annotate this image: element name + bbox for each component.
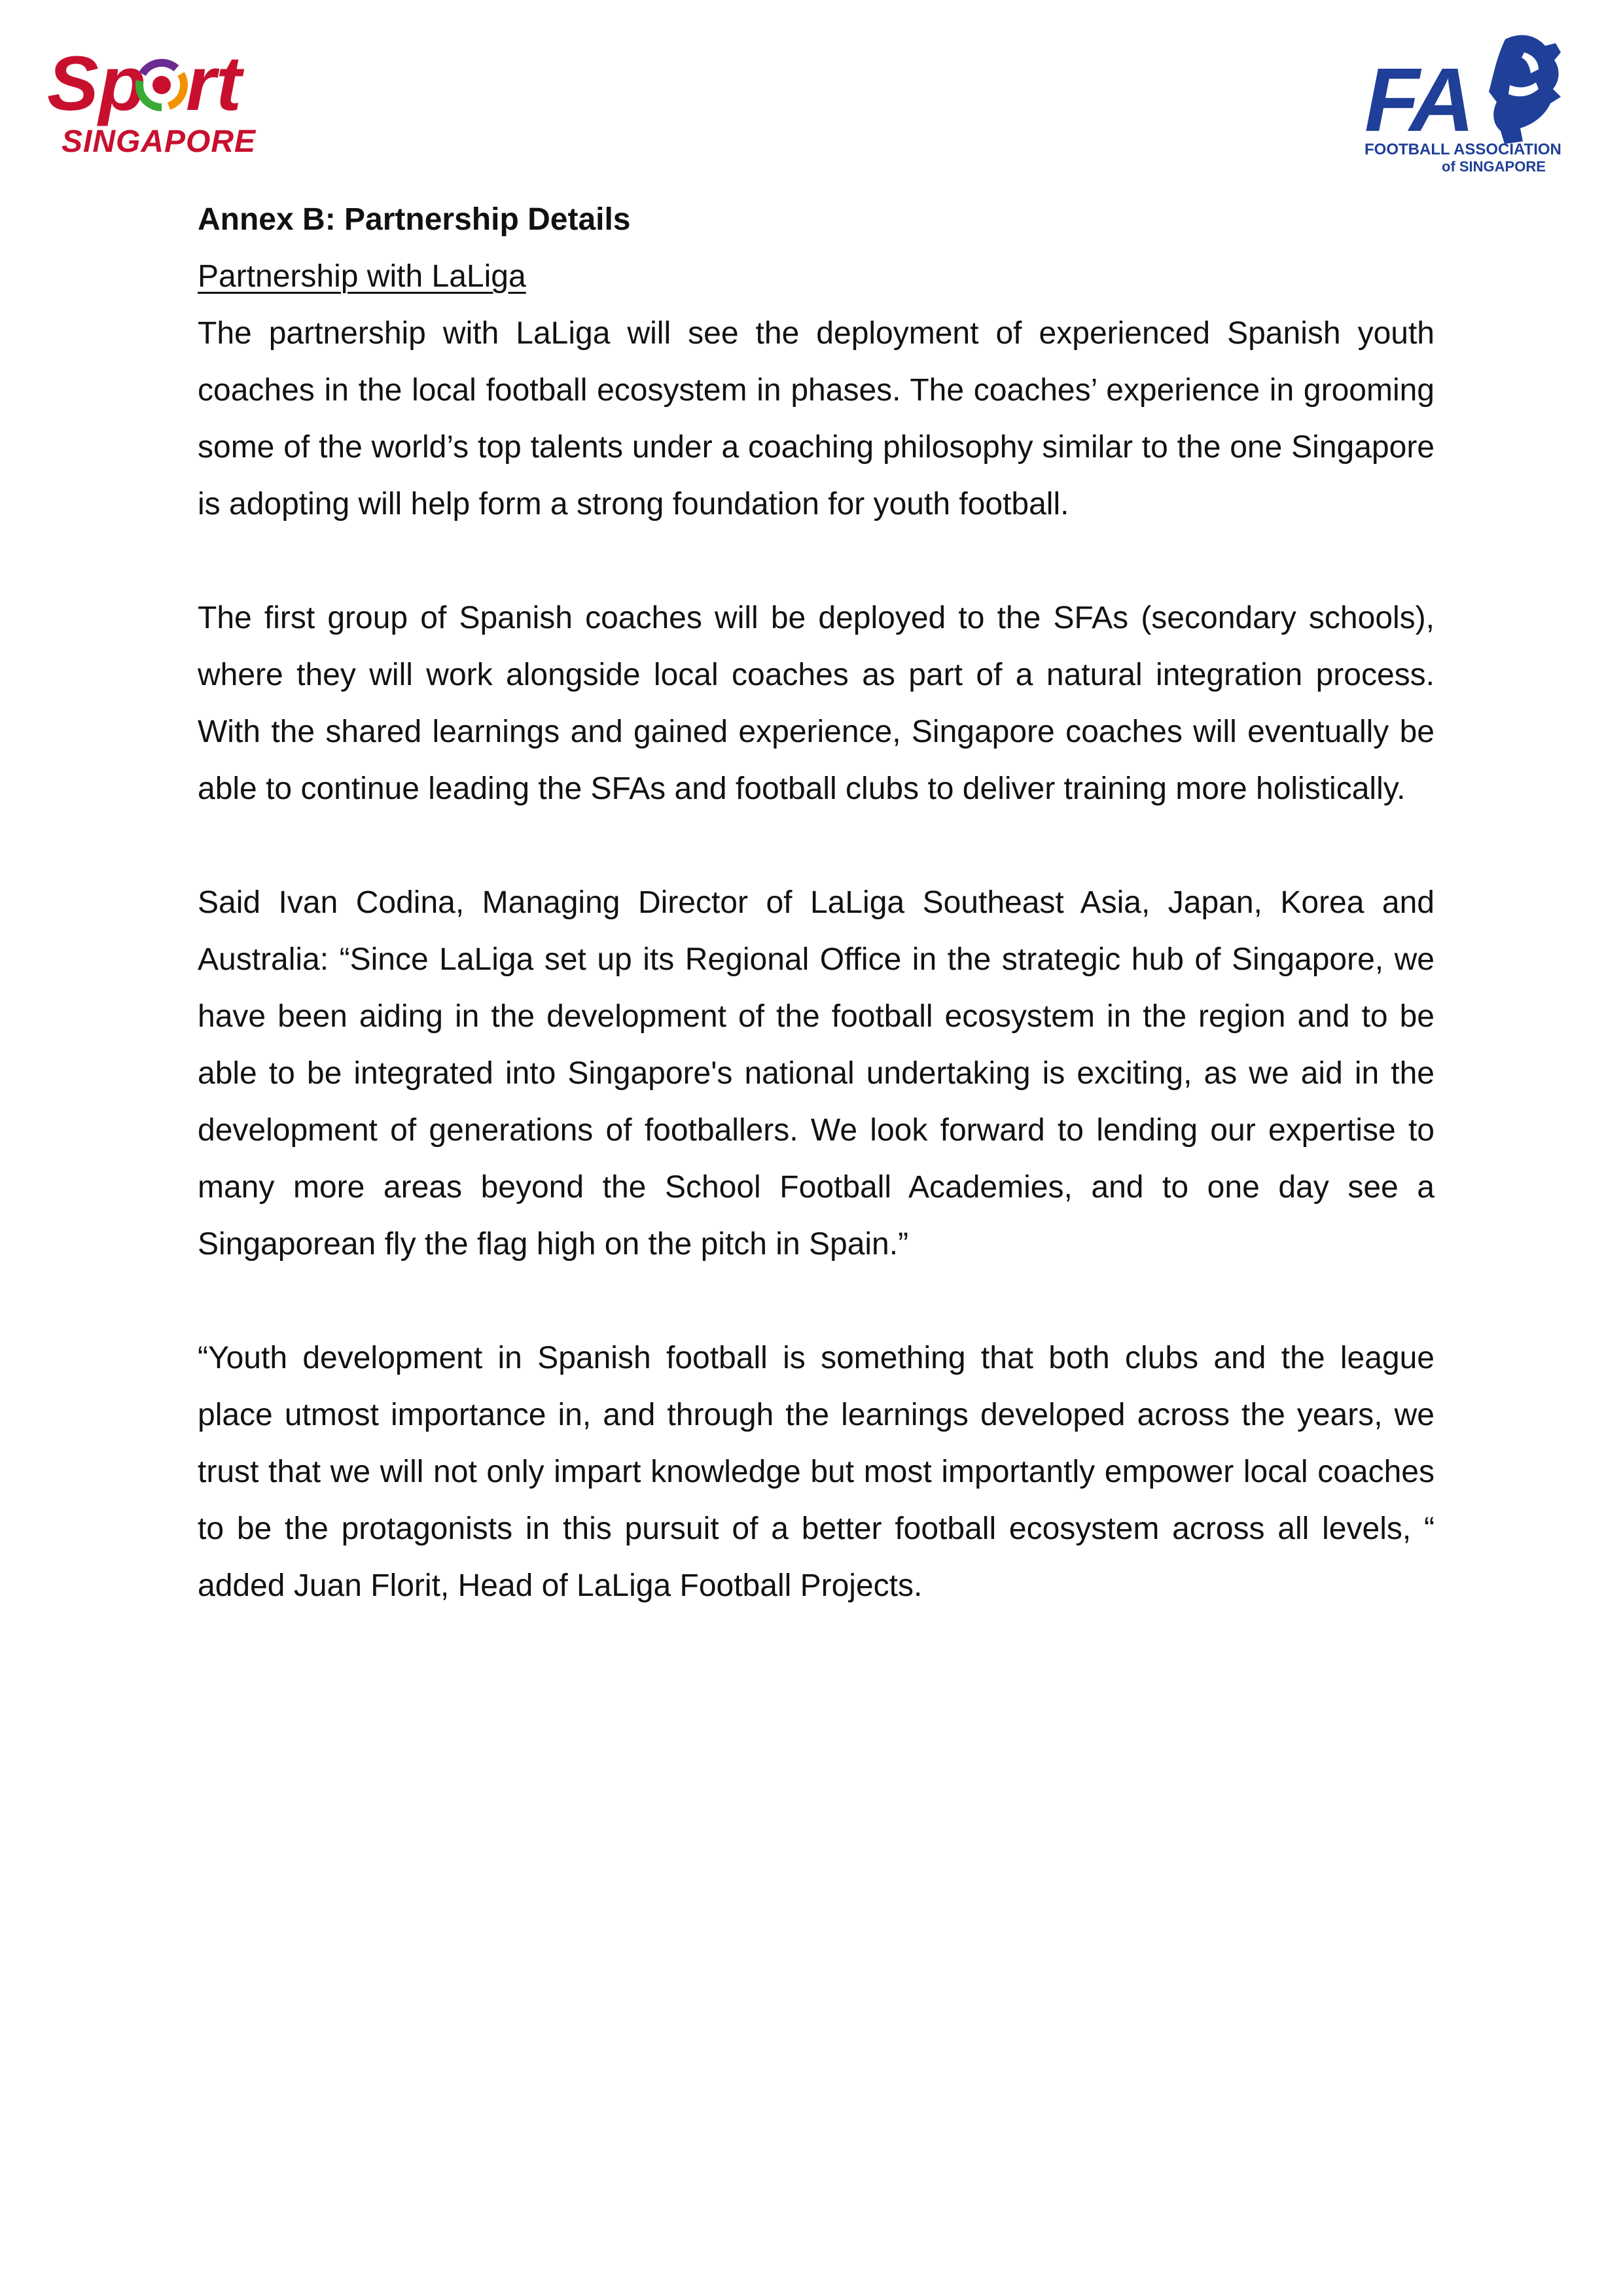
paragraph-2: The first group of Spanish coaches will be deployed to the SFAs (secondary schools), where they will work alongside local coaches as part of a natural integration process. With the shared learnings and gained experience, Singapore coaches will eventually be able to continue leading the SFAs and football clubs to deliver training more holistically. — [198, 601, 1435, 806]
sport-logo-singapore: SINGAPORE — [62, 124, 257, 159]
paragraph-1: The partnership with LaLiga will see the deployment of experienced Spanish youth coaches in the local football ecosystem in phases. The coaches’ experience in grooming some of the world’s top talents under a coaching philosophy similar to the one Singapore is adopting will help form a strong foundation for youth football. — [198, 316, 1435, 521]
document-body — [198, 191, 1435, 1671]
fas-logo-line1: FOOTBALL ASSOCIATION — [1364, 141, 1561, 158]
fas-logo-line2: of SINGAPORE — [1442, 158, 1546, 175]
fas-logo — [1364, 26, 1587, 177]
sport-singapore-logo-graphic — [47, 39, 296, 164]
sport-singapore-logo — [47, 39, 296, 164]
annex-title: Annex B: Partnership Details — [198, 202, 631, 237]
sport-logo-sp: Sp — [47, 41, 146, 127]
section-title: Partnership with LaLiga — [198, 259, 526, 294]
fas-logo-mark: FA — [1364, 50, 1470, 150]
fas-logo-graphic — [1364, 26, 1587, 177]
sport-logo-rt: rt — [186, 41, 242, 127]
paragraph-3: Said Ivan Codina, Managing Director of LaLiga Southeast Asia, Japan, Korea and Australia: “Since LaLiga set up its Regional Office in the strategic hub of Singapore, we have been aiding in the development of the football ecosystem in the region and to be able to be integrated into Singapore's national undertaking is exciting, as we aid in the development of generations of footballers. We look forward to lending our expertise to many more areas beyond the School Football Academies, and to one day see a Singaporean fly the flag high on the pitch in Spain.” — [198, 885, 1435, 1262]
paragraph-4: “Youth development in Spanish football is something that both clubs and the league place utmost importance in, and through the learnings developed across the years, we trust that we will not only impart knowledge but most importantly empower local coaches to be the protagonists in this pursuit of a better football ecosystem across all levels, “ added Juan Florit, Head of LaLiga Football Projects. — [198, 1341, 1435, 1603]
